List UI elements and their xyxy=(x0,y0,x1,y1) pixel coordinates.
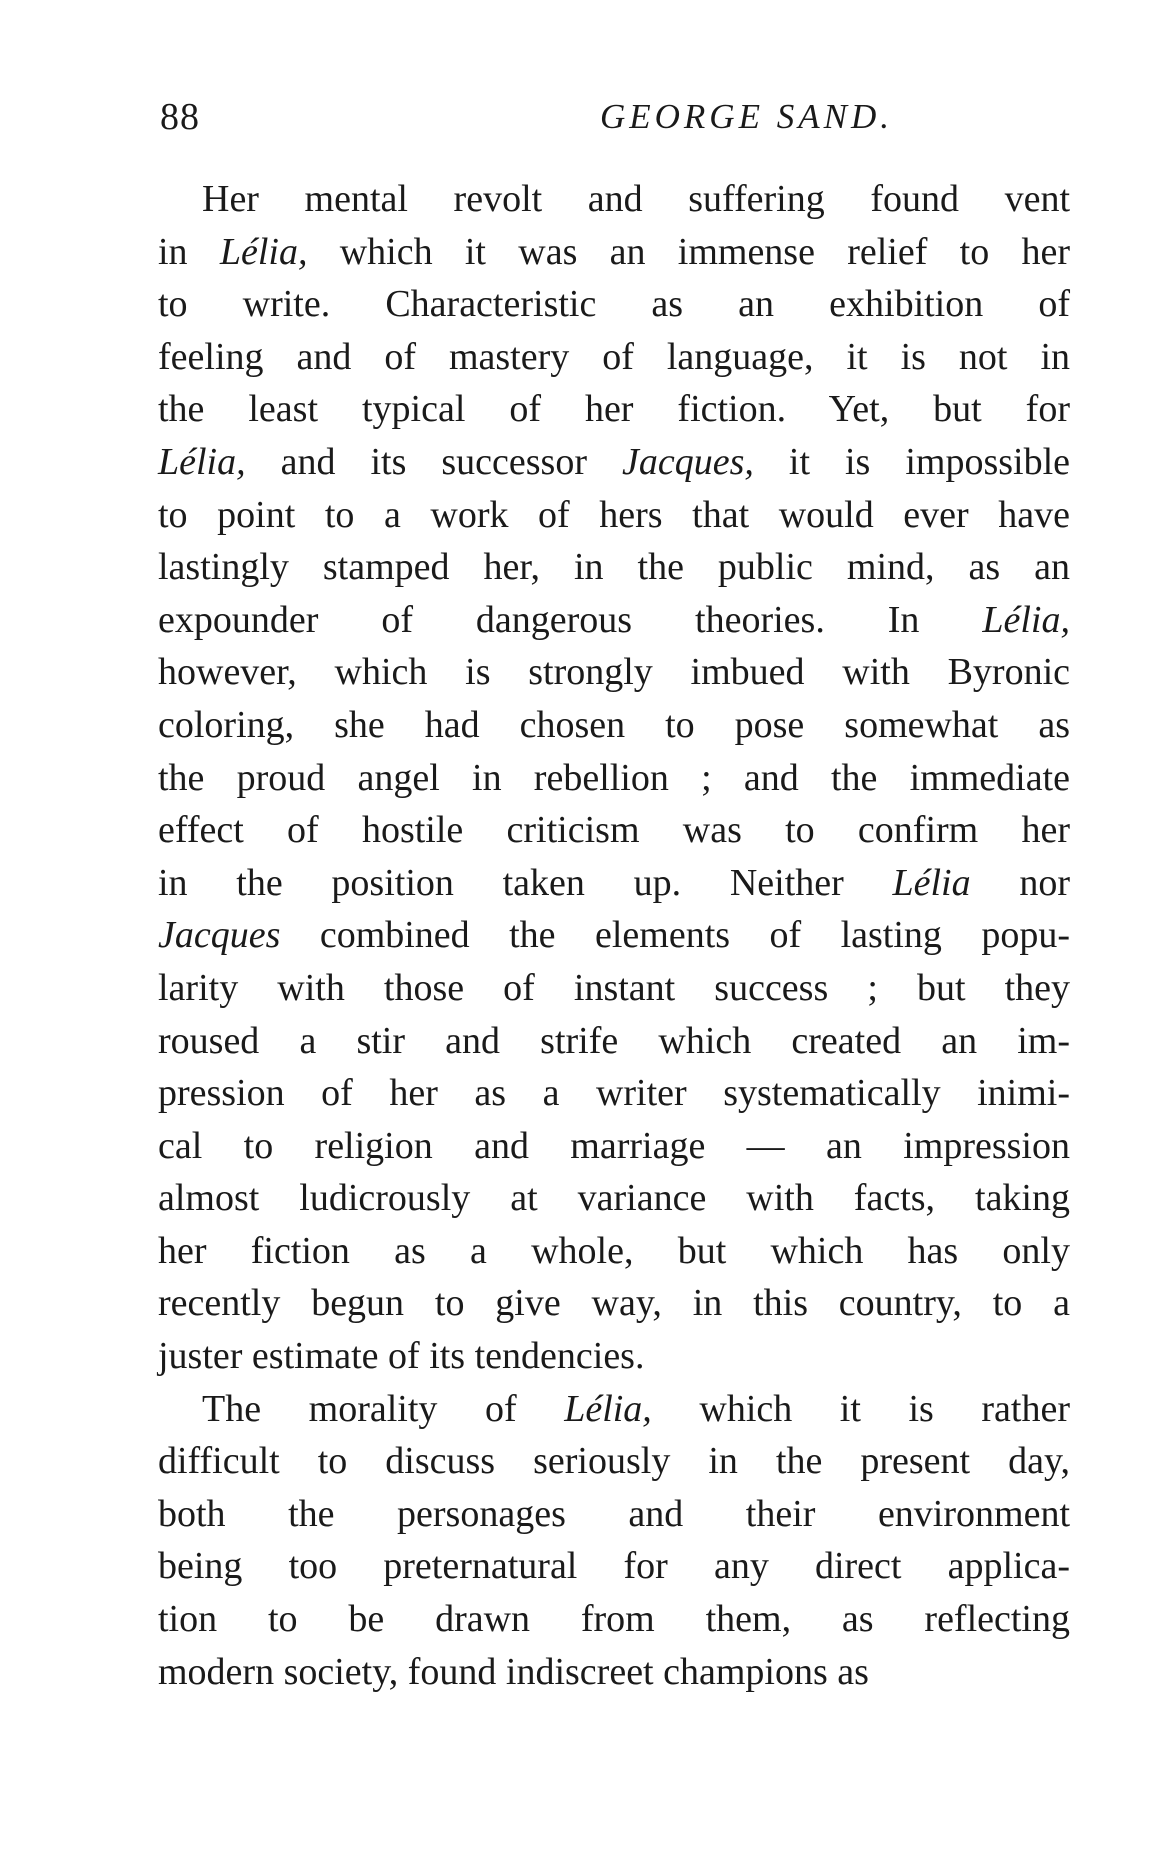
text-run: expounder of dangerous theories. In xyxy=(158,598,983,641)
text-run: nor xyxy=(970,861,1070,904)
text-run: modern society, found indiscreet champions as xyxy=(158,1650,869,1693)
text-run: combined the elements of lasting popu- xyxy=(280,914,1070,957)
text-run: coloring, she had chosen to pose somewhat as xyxy=(158,703,1070,746)
text-run: difficult to discuss seriously in the present day, xyxy=(158,1440,1070,1483)
text-run: cal to religion and marriage — an impression xyxy=(158,1124,1070,1167)
italic-title: Lélia, xyxy=(564,1387,652,1430)
text-line xyxy=(158,594,1070,647)
text-run: the proud angel in rebellion ; and the immediate xyxy=(158,756,1070,799)
text-line xyxy=(158,541,1070,594)
page-header xyxy=(160,95,1070,145)
text-run: her fiction as a whole, but which has only xyxy=(158,1229,1070,1272)
text-line xyxy=(158,804,1070,857)
text-line xyxy=(158,1593,1070,1646)
text-line xyxy=(158,646,1070,699)
text-line xyxy=(158,436,1070,489)
text-run: both the personages and their environment xyxy=(158,1492,1070,1535)
text-line xyxy=(158,278,1070,331)
text-line xyxy=(158,1383,1070,1436)
text-line xyxy=(158,1540,1070,1593)
text-run: tion to be drawn from them, as reflecting xyxy=(158,1598,1070,1641)
text-run: to write. Characteristic as an exhibition of xyxy=(158,283,1070,326)
text-line xyxy=(158,173,1070,226)
page-number: 88 xyxy=(160,96,200,138)
text-line xyxy=(158,962,1070,1015)
text-line xyxy=(158,752,1070,805)
italic-title: Jacques, xyxy=(622,440,754,483)
text-run: pression of her as a writer systematically inimi- xyxy=(158,1072,1070,1115)
text-line xyxy=(158,699,1070,752)
text-run: it is impossible xyxy=(753,440,1071,483)
text-line xyxy=(158,489,1070,542)
text-line xyxy=(158,383,1070,436)
text-run: roused a stir and strife which created an im- xyxy=(158,1019,1070,1062)
text-run: recently begun to give way, in this country, to a xyxy=(158,1282,1070,1325)
text-run: lastingly stamped her, in the public mind, as an xyxy=(158,546,1070,589)
text-run: effect of hostile criticism was to confirm her xyxy=(158,809,1070,852)
italic-title: Lélia, xyxy=(982,598,1070,641)
text-line xyxy=(158,1435,1070,1488)
text-line xyxy=(158,1067,1070,1120)
text-line xyxy=(158,331,1070,384)
text-run: the least typical of her fiction. Yet, but for xyxy=(158,388,1070,431)
text-run: juster estimate of its tendencies. xyxy=(158,1335,645,1378)
text-run: and its successor xyxy=(245,440,622,483)
italic-title: Jacques xyxy=(158,914,281,957)
text-line xyxy=(158,1646,1070,1699)
text-line xyxy=(158,1172,1070,1225)
text-line xyxy=(158,909,1070,962)
italic-title: Lélia xyxy=(892,861,971,904)
text-line xyxy=(158,1225,1070,1278)
italic-title: Lélia, xyxy=(219,230,308,273)
text-run: to point to a work of hers that would ever have xyxy=(158,493,1070,536)
text-run: in the position taken up. Neither xyxy=(158,861,893,904)
text-run: Her mental revolt and suffering found vent xyxy=(202,178,1070,220)
text-run: which it is rather xyxy=(651,1387,1070,1430)
text-run: which it was an immense relief to her xyxy=(307,230,1071,273)
italic-title: Lélia, xyxy=(158,440,246,483)
text-line xyxy=(158,1330,1070,1383)
paragraph xyxy=(158,173,1070,1383)
text-run: The morality of xyxy=(202,1387,565,1430)
text-line xyxy=(158,857,1070,910)
text-run: being too preternatural for any direct applica- xyxy=(158,1545,1070,1588)
text-run: larity with those of instant success ; but they xyxy=(158,966,1070,1009)
text-run: in xyxy=(158,230,220,273)
running-title: GEORGE SAND. xyxy=(600,97,893,136)
text-run: almost ludicrously at variance with facts, taking xyxy=(158,1177,1070,1220)
text-run: feeling and of mastery of language, it is not in xyxy=(158,335,1070,378)
text-line xyxy=(158,1488,1070,1541)
text-line xyxy=(158,1120,1070,1173)
paragraph xyxy=(158,1383,1070,1699)
body-text xyxy=(158,173,1070,1698)
text-line xyxy=(158,1015,1070,1068)
text-line xyxy=(158,1277,1070,1330)
text-line xyxy=(158,226,1070,279)
text-run: however, which is strongly imbued with Byronic xyxy=(158,651,1070,694)
